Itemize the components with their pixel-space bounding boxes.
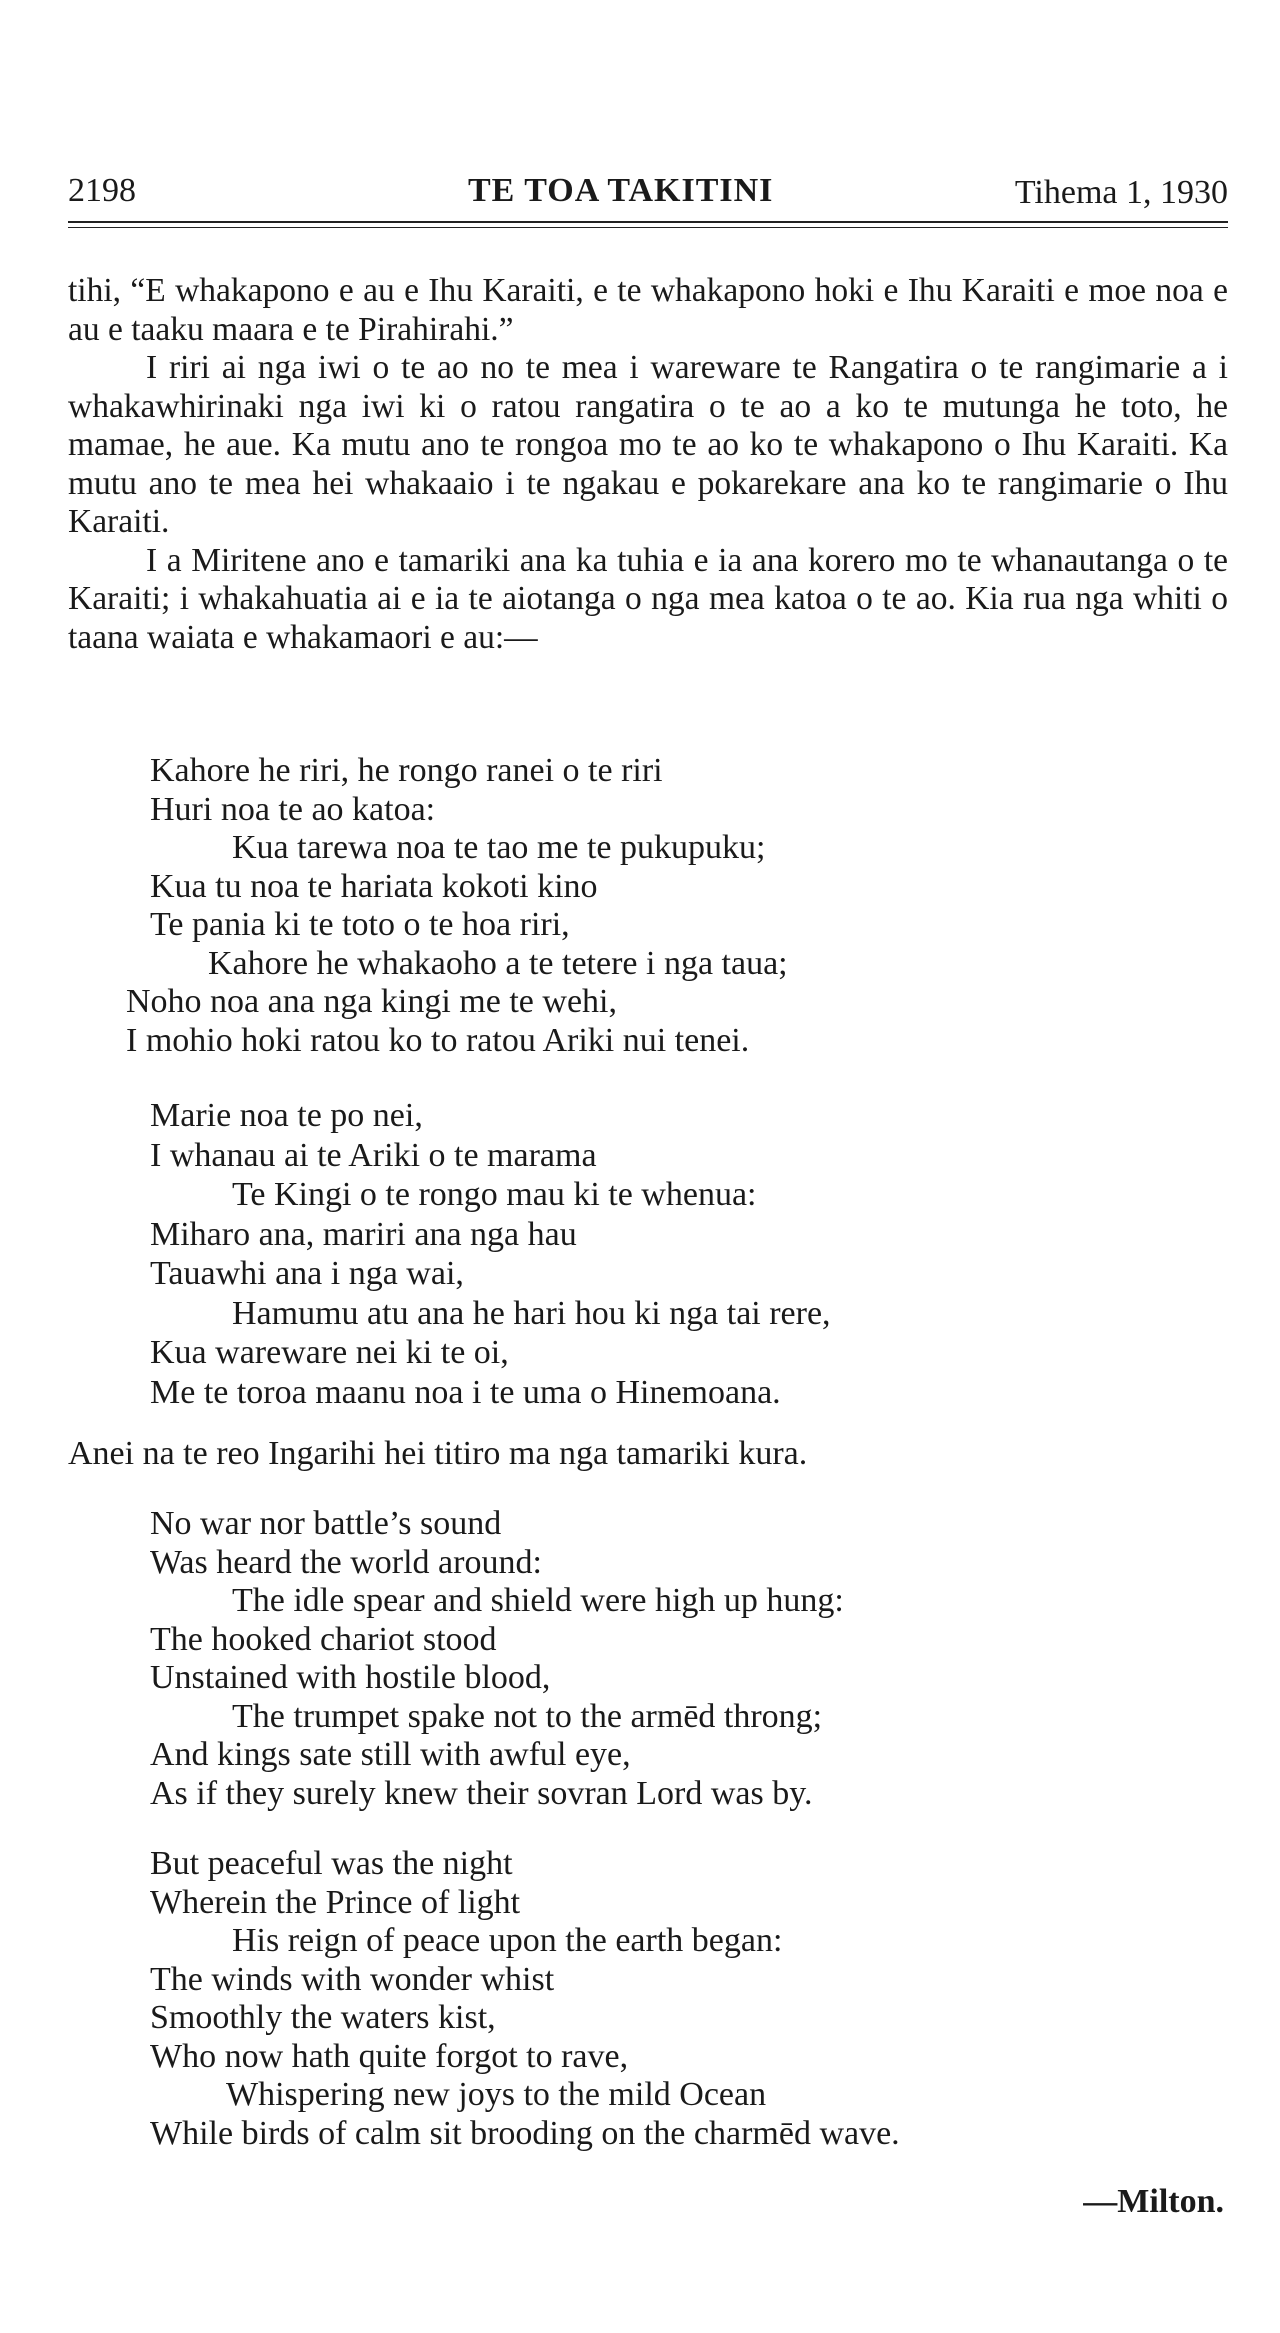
header-rule-thick bbox=[68, 221, 1228, 223]
poem-english-stanza-2 bbox=[150, 1845, 900, 2153]
poem-line: His reign of peace upon the earth began: bbox=[232, 1922, 783, 1959]
poem-maori-stanza-2 bbox=[150, 1096, 831, 1412]
poem-english-stanza-1 bbox=[150, 1505, 844, 1813]
poem-line: Kahore he riri, he rongo ranei o te riri bbox=[150, 752, 663, 789]
poem-line: No war nor battle’s sound bbox=[150, 1505, 502, 1542]
poem-line: Kua tarewa noa te tao me te pukupuku; bbox=[232, 829, 766, 866]
poem-line: Tauawhi ana i nga wai, bbox=[150, 1255, 464, 1292]
poem-line: Smoothly the waters kist, bbox=[150, 1999, 496, 2036]
poem-line: Huri noa te ao katoa: bbox=[150, 790, 436, 828]
poem-line: Miharo ana, mariri ana nga hau bbox=[150, 1215, 577, 1253]
paragraph: tihi, “E whakapono e au e Ihu Karaiti, e te whakapono hoki e Ihu Karaiti e moe noa e au e taaku maara e te Pirahirahi.” bbox=[68, 272, 1228, 348]
poem-line: The trumpet spake not to the armēd throng; bbox=[232, 1697, 823, 1735]
poem-line: Te Kingi o te rongo mau ki te whenua: bbox=[232, 1176, 757, 1213]
poem-line: Unstained with hostile blood, bbox=[150, 1659, 551, 1696]
poem-line: I mohio hoki ratou ko to ratou Ariki nui tenei. bbox=[126, 1021, 750, 1059]
poem-line: Wherein the Prince of light bbox=[150, 1883, 521, 1921]
poem-line: Hamumu atu ana he hari hou ki nga tai rere, bbox=[232, 1294, 831, 1332]
poem-line: Te pania ki te toto o te hoa riri, bbox=[150, 906, 570, 943]
paragraph: I a Miritene ano e tamariki ana ka tuhia e ia ana korero mo te whanautanga o te Karaiti; i whakahuatia ai e ia te aiotanga o nga mea katoa o te ao. Kia rua nga whiti o taana waiata e whakamaori e au:— bbox=[68, 541, 1228, 656]
poem-line: Noho noa ana nga kingi me te wehi, bbox=[126, 983, 617, 1020]
poem-line: Kua wareware nei ki te oi, bbox=[150, 1334, 509, 1371]
poem-line: Was heard the world around: bbox=[150, 1543, 542, 1581]
poem-line: The hooked chariot stood bbox=[150, 1620, 497, 1658]
poem-line: But peaceful was the night bbox=[150, 1845, 513, 1882]
poem-line: While birds of calm sit brooding on the charmēd wave. bbox=[150, 2114, 900, 2152]
poem-line: Kahore he whakaoho a te tetere i nga taua; bbox=[208, 944, 788, 982]
intro-line: Anei na te reo Ingarihi hei titiro ma nga tamariki kura. bbox=[68, 1435, 808, 1472]
paragraph: I riri ai nga iwi o te ao no te mea i wareware te Rangatira o te rangimarie a i whakawhirinaki nga iwi ki o ratou rangatira o te ao a ko te mutunga he toto, he mamae, he aue. Ka mutu ano te rongoa mo te ao ko te whakapono o Ihu Karaiti. Ka mutu ano te mea hei whakaaio i te ngakau e pokarekare ana ko te rangimarie o Ihu Karaiti. bbox=[68, 349, 1228, 540]
poem-line: And kings sate still with awful eye, bbox=[150, 1736, 631, 1773]
poem-line: Whispering new joys to the mild Ocean bbox=[226, 2076, 767, 2113]
page-number: 2198 bbox=[68, 172, 136, 209]
poem-line: The idle spear and shield were high up hung: bbox=[232, 1582, 844, 1619]
poem-line: I whanau ai te Ariki o te marama bbox=[150, 1136, 597, 1174]
journal-title: TE TOA TAKITINI bbox=[468, 172, 774, 209]
poem-line: As if they surely knew their sovran Lord was by. bbox=[150, 1774, 813, 1812]
poem-line: Kua tu noa te hariata kokoti kino bbox=[150, 867, 598, 905]
header-rule-thin bbox=[68, 227, 1228, 228]
running-header bbox=[68, 172, 1228, 222]
poem-line: Marie noa te po nei, bbox=[150, 1097, 423, 1134]
issue-date: Tihema 1, 1930 bbox=[1014, 174, 1228, 211]
body-text bbox=[68, 272, 1228, 657]
attribution: —Milton. bbox=[1083, 2183, 1224, 2220]
poem-line: The winds with wonder whist bbox=[150, 1960, 555, 1998]
poem-line: Who now hath quite forgot to rave, bbox=[150, 2037, 629, 2075]
poem-line: Me te toroa maanu noa i te uma o Hinemoana. bbox=[150, 1373, 781, 1411]
poem-maori-stanza-1 bbox=[126, 752, 788, 1060]
